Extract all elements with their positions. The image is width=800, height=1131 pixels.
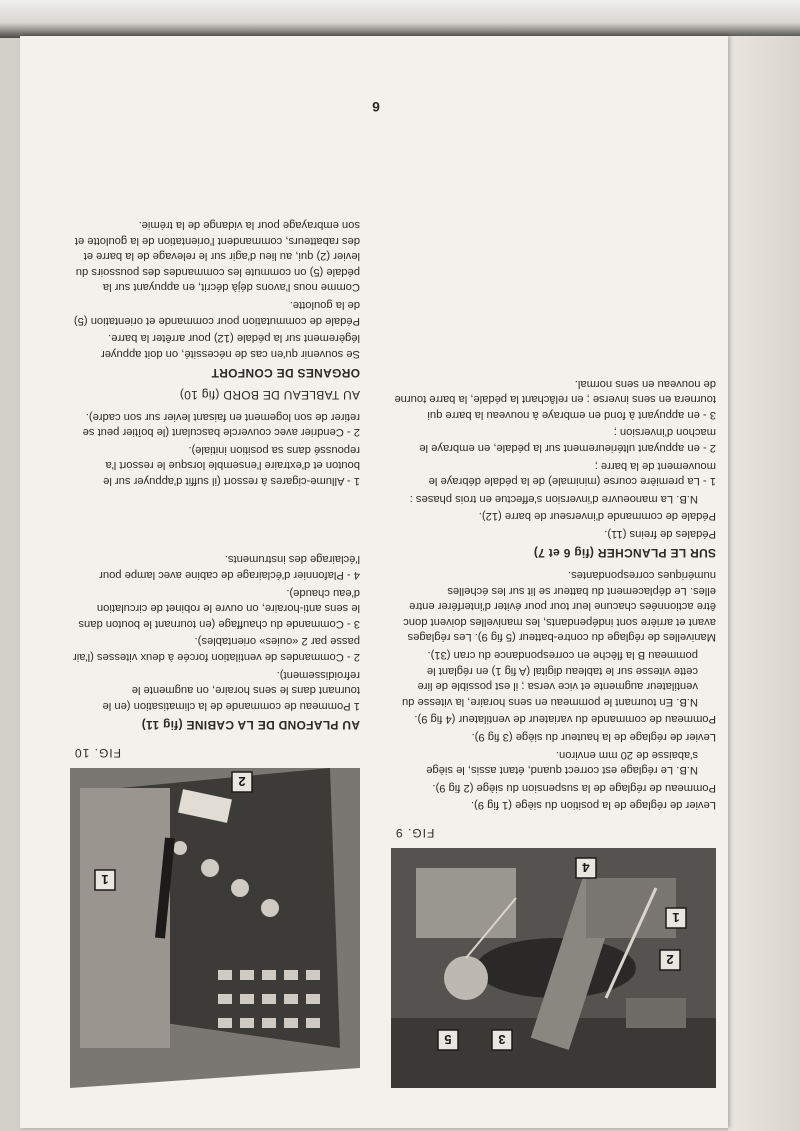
callout-fig10-1 xyxy=(95,870,115,890)
ashtray: 2 - Cendrier avec couvercle basculant (le boîtier peut se retirer de son logement en faisant levier sur son cadre). xyxy=(82,410,360,439)
column-confort xyxy=(70,215,360,489)
callout-2 xyxy=(660,950,680,970)
page-content-rotated xyxy=(20,36,728,1128)
callout-4-label: 4 xyxy=(582,860,590,875)
heading-plancher: SUR LE PLANCHER (fig 6 et 7) xyxy=(533,546,716,561)
heating-control: 3 - Commande du chauffage (en tournant le bouton dans le sens anti-horaire, on ouvre le robinet de circulation d'eau chaude). xyxy=(78,586,360,630)
heading-cabine: AU PLAFOND DE LA CABINE (fig 11) xyxy=(141,718,360,733)
callout-fig10-2 xyxy=(232,772,252,792)
heading-tableau: AU TABLEAU DE BORD (fig 10) xyxy=(179,388,360,403)
reverser-phase-2: 2 - en appuyant ultérieurement sur la pédale, en embraye le machon d'inversion ; xyxy=(419,426,716,454)
scanner-edge xyxy=(0,0,800,38)
seat-suspension-note: N.B. Le réglage est correct quand, étant assis, le siège s'abaisse de 20 mm environ. xyxy=(426,748,698,777)
callout-5-label: 5 xyxy=(444,1032,452,1047)
figure-10-photo xyxy=(70,768,360,1088)
reverser-phase-1: 1 - La première course (minimale) de la pédale débraye le mouvement de la barre ; xyxy=(428,459,716,488)
callout-fig10-2-label: 2 xyxy=(238,774,246,789)
seat-height-lever: Levier de réglage de la hauteur du siège (3 fig 9). xyxy=(471,731,716,744)
seat-position-lever: Levier de réglage de la position du siège (1 fig 9). xyxy=(470,799,716,812)
column-comfort xyxy=(70,549,360,1088)
climate-knob: 1 Pommeau de commande de la climatisation (en le tournant dans le sens horaire, on augmente le refroidissement). xyxy=(102,668,360,712)
callout-3 xyxy=(492,1030,512,1050)
callout-1 xyxy=(666,908,686,928)
stop-bar-note: Se souvenir qu'en cas de nécessité, on doit appuyer légèrement sur la pédale (12) pour arrêter la barre. xyxy=(101,332,360,360)
page-edge-strip xyxy=(728,36,800,1131)
fan-variator-note: N.B. En tournant le pommeau en sens horaire, la vitesse du ventilateur augmente et vice versa ; il est possible de lire cette vitesse sur le tableau digital (A fig 1) en réglant le pommeau B la flèche en correspondance du cran (31). xyxy=(401,649,698,708)
chute-pedal: Pédale de commutation pour commande et orientation (5) de la goulotte. xyxy=(73,299,360,327)
reverser-note: N.B. La manoeuvre d'inversion s'effectue en trois phases : xyxy=(409,492,698,505)
figure-9-caption: FIG. 9 xyxy=(395,826,435,840)
chute-description: Comme nous l'avons déjà décrit, en appuyant sur la pédale (5) on commute les commandes des poussoirs du levier (2) qui, au lieu d'agir sur le relevage de la barre et des rabatteurs, commandent l'orientation de la goulotte et son embrayage pour la vidange de la trémie. xyxy=(74,219,360,294)
cigar-lighter: 1 - Allume-cigares à ressort (il suffit d'appuyer sur le bouton et d'extraire l'ensemble lorsque le ressort l'a repoussé dans sa position initiale). xyxy=(103,443,360,487)
brake-pedals: Pédales de freins (11). xyxy=(604,527,716,540)
fan-variator-knob: Pommeau de commande du variateur de ventilateur (4 fig 9). xyxy=(414,713,716,726)
callout-3-label: 3 xyxy=(498,1032,506,1047)
figure-9-illustration xyxy=(391,848,716,1088)
reverser-phase-3: 3 - en appuyant à fond en embraye à nouveau la barre qui tournera en sens inverse ; en relâchant la pédale, la barre tourne de nouveau en sens normal. xyxy=(394,377,716,421)
callout-5 xyxy=(438,1030,458,1050)
column-seat-controls xyxy=(391,373,716,1088)
callout-1-label: 1 xyxy=(672,910,680,925)
figure-10-caption: FIG. 10 xyxy=(74,746,122,760)
ventilation-controls: 2 - Commandes de ventilation forcée à deux vitesses (l'air passe par 2 «ouies» orientables). xyxy=(73,635,360,664)
callout-fig10-1-label: 1 xyxy=(101,872,109,887)
callout-4 xyxy=(576,858,596,878)
seat-suspension-knob: Pommeau de réglage de la suspension du siège (2 fig 9). xyxy=(432,781,716,794)
ceiling-light: 4 - Plafonnier d'éclairage de cabine avec lampe pour l'éclairage des instruments. xyxy=(99,553,360,582)
figure-10-illustration xyxy=(70,768,360,1088)
page-number: 6 xyxy=(372,99,380,115)
reverser-pedal: Pédale de commande d'inverseur de barre (12). xyxy=(478,510,716,523)
callout-2-label: 2 xyxy=(666,952,674,967)
heading-confort: ORGANES DE CONFORT xyxy=(211,366,360,381)
figure-9-photo xyxy=(391,848,716,1088)
concave-cranks: Manivelles de réglage du contre-batteur (5 fig 9). Les réglages avant et arrière sont indépendants, les manivelles doivent donc être actionnées chacune leur tour pour éviter d'interférer entre elles. Le déplacement du batteur se lit sur les échelles numériques correspondantes. xyxy=(403,569,716,644)
